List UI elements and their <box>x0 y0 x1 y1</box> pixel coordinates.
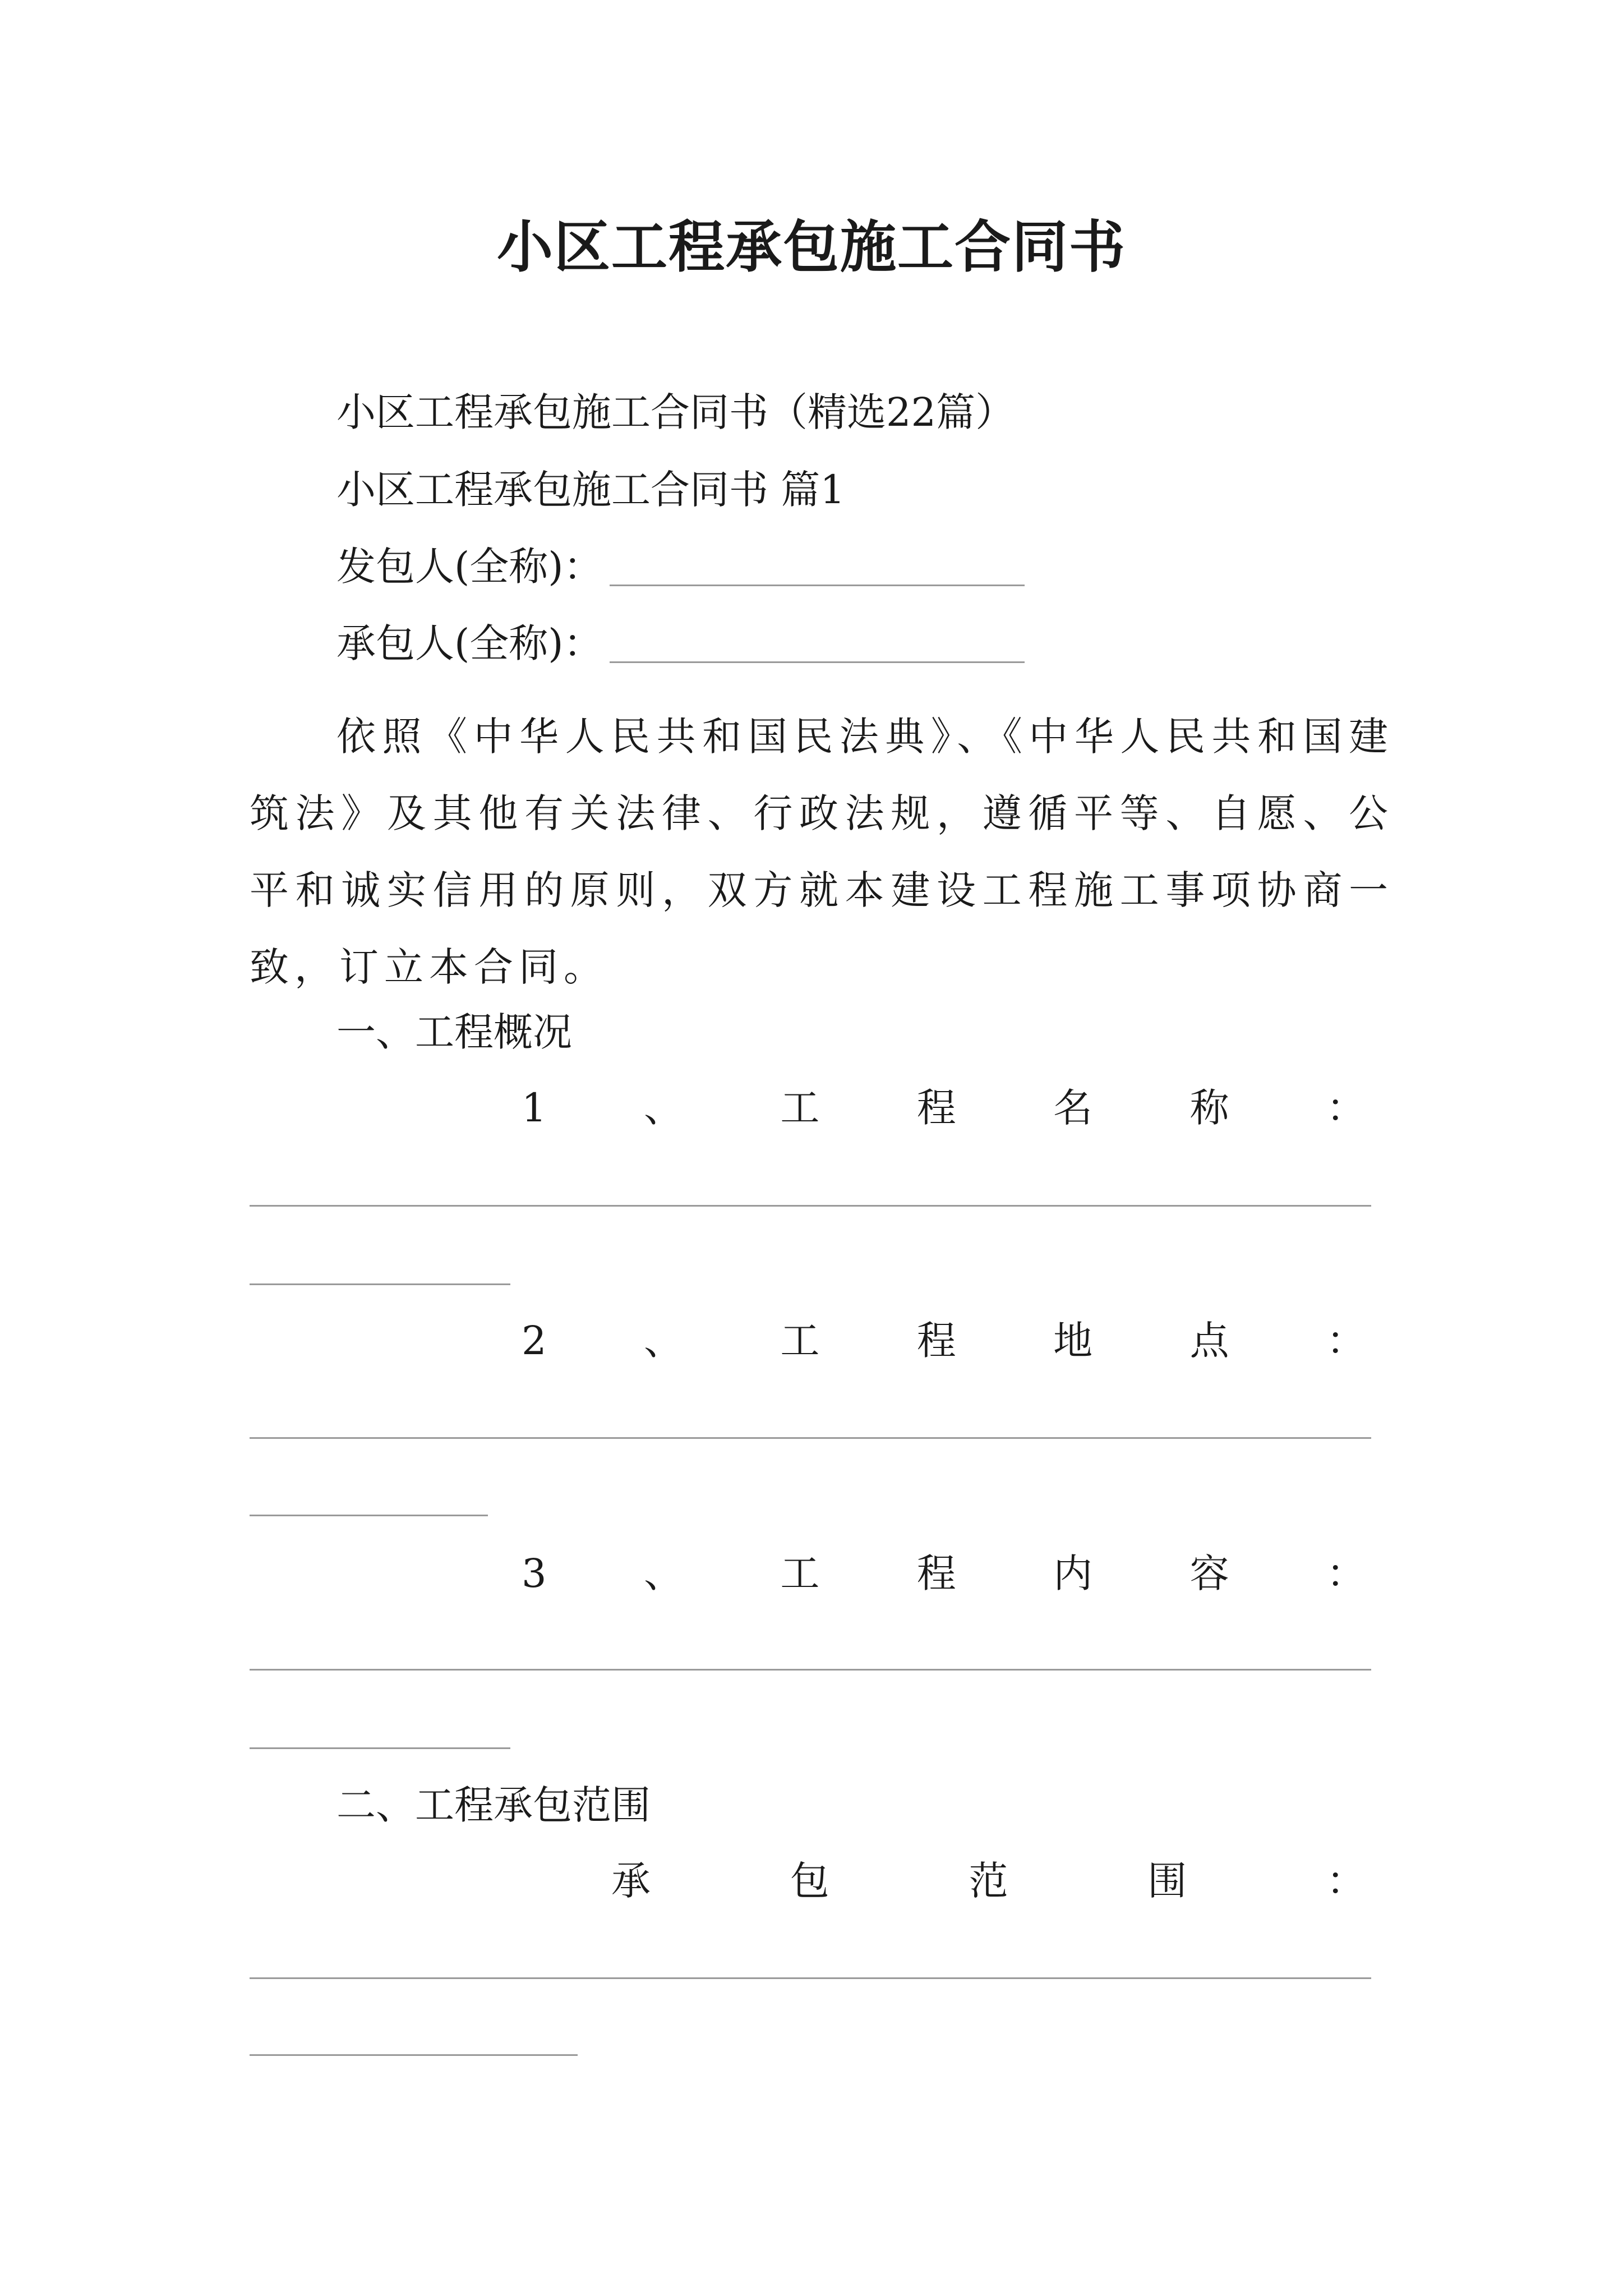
item1-char: 、 <box>643 1085 683 1131</box>
item3-char: ： <box>1326 1550 1366 1596</box>
part2-heading: 二、工程承包范围 <box>336 1782 651 1828</box>
item3-label <box>522 1550 1366 1596</box>
part1-heading: 一、工程概况 <box>336 1009 572 1055</box>
employer-field <box>336 544 1025 590</box>
item1-char: 称 <box>1189 1085 1229 1131</box>
scope-label <box>611 1858 1366 1904</box>
employer-label: 发包人(全称)： <box>336 544 603 590</box>
item2-char: 、 <box>643 1318 683 1364</box>
preamble-paragraph: 依照《中华人民共和国民法典》、《中华人民共和国建筑法》及其他有关法律、行政法规，遵循平等、自愿、公平和诚实信用的原则，双方就本建设工程施工事项协商一致，订立本合同。 <box>250 714 1394 990</box>
contractor-blank <box>610 639 1025 663</box>
item3-char: 内 <box>1053 1550 1093 1596</box>
item2-char: 2 <box>522 1318 547 1364</box>
scope-blank-line <box>250 1977 1371 1979</box>
scope-char: 承 <box>611 1858 651 1904</box>
item1-char: 名 <box>1053 1085 1093 1131</box>
item2-char: 工 <box>780 1318 820 1364</box>
employer-blank <box>610 562 1025 586</box>
contractor-field <box>336 620 1025 666</box>
item1-char: 1 <box>522 1085 547 1131</box>
scope-char: 范 <box>969 1858 1008 1904</box>
scope-char: 围 <box>1147 1858 1187 1904</box>
item3-blank-line <box>250 1669 1371 1671</box>
item3-char: 工 <box>780 1550 820 1596</box>
item2-char: ： <box>1326 1318 1366 1364</box>
document-title: 小区工程承包施工合同书 <box>497 214 1126 280</box>
item2-char: 地 <box>1053 1318 1093 1364</box>
item1-char: ： <box>1326 1085 1366 1131</box>
contractor-label: 承包人(全称)： <box>336 620 603 666</box>
item1-label <box>522 1085 1366 1131</box>
item3-char: 、 <box>643 1550 683 1596</box>
item3-char: 3 <box>522 1550 547 1596</box>
scope-char: ： <box>1326 1858 1366 1904</box>
item3-char: 容 <box>1189 1550 1229 1596</box>
document-subtitle: 小区工程承包施工合同书（精选22篇） <box>336 389 1015 435</box>
scope-blank-line-end <box>250 2054 578 2056</box>
item1-blank-line-end <box>250 1283 510 1285</box>
item1-char: 工 <box>780 1085 820 1131</box>
item1-char: 程 <box>916 1085 956 1131</box>
item2-label <box>522 1318 1366 1364</box>
item3-char: 程 <box>916 1550 956 1596</box>
item2-char: 程 <box>916 1318 956 1364</box>
item2-blank-line <box>250 1437 1371 1439</box>
item1-blank-line <box>250 1205 1371 1207</box>
scope-char: 包 <box>790 1858 829 1904</box>
item3-blank-line-end <box>250 1747 510 1749</box>
section-heading: 小区工程承包施工合同书 篇1 <box>336 467 845 513</box>
item2-blank-line-end <box>250 1515 488 1516</box>
item2-char: 点 <box>1189 1318 1229 1364</box>
